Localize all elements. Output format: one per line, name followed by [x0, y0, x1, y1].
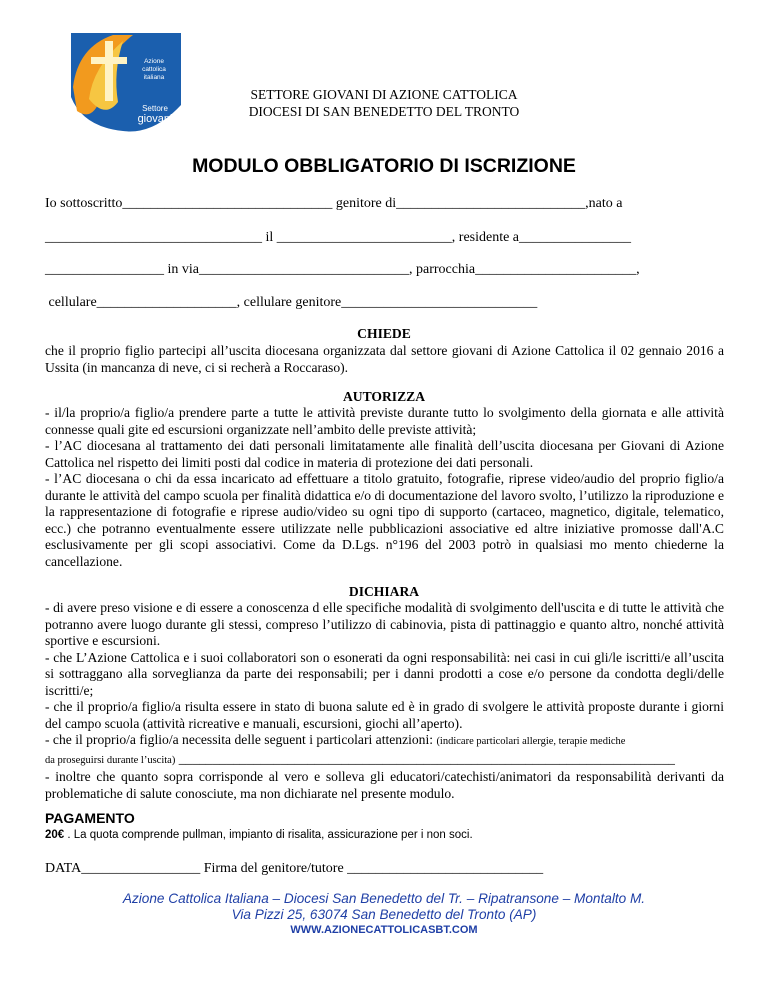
pagamento-amount: 20€ — [45, 829, 65, 841]
dichiara-attention — [45, 732, 724, 751]
footer-website[interactable]: WWW.AZIONECATTOLICASBT.COM — [290, 924, 478, 936]
attention-note-1: (indicare particolari allergie, terapie mediche — [436, 736, 626, 747]
attention-blank[interactable]: _________________________________________________________________________ — [175, 750, 675, 766]
pagamento-heading: PAGAMENTO — [45, 810, 135, 826]
logo-text-settore: Settore — [142, 104, 168, 113]
logo-cross-vertical — [105, 41, 113, 101]
pagamento-text — [45, 829, 473, 841]
form-row-address[interactable]: _________________ in via______________________________, parrocchia_______________________, — [45, 262, 640, 277]
logo-text-giovani: giovani — [137, 113, 173, 125]
autorizza-heading: AUTORIZZA — [342, 389, 426, 404]
form-row-birth[interactable]: _______________________________ il _________________________, residente a________________ — [45, 230, 632, 245]
dichiara-item: - che il proprio/a figlio/a risulta essere in stato di buona salute ed è in grado di svolgere le attività proposte durante i giorni del campo scuola (attività ricreative e manuali, escursioni, giochi all’aperto). — [45, 699, 724, 731]
autorizza-item: - l’AC diocesana o chi da essa incaricato ad effettuare a titolo gratuito, fotografie, riprese video/audio del proprio figlio/a durante le attività del campo scuola per finalità didattica e/o di documentazione del lavoro svolto, l’utilizzo la riproduzione e la rappresentazione di fotografie e riprese audio/video su ogni tipo di supporto (cartaceo, magnetico, digitale, telematico, ecc.) che potranno eventualmente essere utilizzate nelle pubblicazioni associative ed altre iniziative promosse dall'A.C esclusivamente per gli scopi associativi. Come da D.Lgs. n°196 del 2003 potrò in qualsiasi mo mento chiederne la cancellazione. — [45, 471, 724, 569]
header-line-1: SETTORE GIOVANI DI AZIONE CATTOLICA — [250, 87, 518, 102]
dichiara-list — [45, 600, 724, 802]
logo-text-azione: Azione — [144, 58, 164, 65]
form-row-name[interactable]: Io sottoscritto______________________________ genitore di___________________________,nato a — [45, 196, 623, 211]
autorizza-item: - il/la proprio/a figlio/a prendere parte a tutte le attività previste durante tutto lo svolgimento della giornata e alle attività connesse quali gite ed escursioni organizzate nell’ambito delle previste attività; — [45, 405, 724, 437]
autorizza-list — [45, 405, 724, 570]
attention-lead: - che il proprio/a figlio/a necessita delle seguent i particolari attenzioni: — [45, 732, 437, 747]
footer-line-1: Azione Cattolica Italiana – Diocesi San Benedetto del Tr. – Ripatransone – Montalto M. — [122, 891, 646, 906]
page-title: MODULO OBBLIGATORIO DI ISCRIZIONE — [192, 155, 576, 177]
attention-note-2: da proseguirsi durante l’uscita) — [45, 754, 176, 766]
logo-cross-horizontal — [91, 57, 127, 64]
pagamento-description: . La quota comprende pullman, impianto di risalita, assicurazione per i non soci. — [64, 829, 473, 841]
dichiara-attention-line[interactable] — [45, 751, 724, 770]
signature-line[interactable]: DATA_________________ Firma del genitore/tutore ____________________________ — [45, 861, 544, 876]
logo-text-italiana: italiana — [143, 74, 165, 81]
chiede-text: che il proprio figlio partecipi all’uscita diocesana organizzata dal settore giovani di Azione Cattolica il 02 gennaio 2016 a Ussita (in mancanza di neve, ci si recherà a Roccaraso). — [45, 343, 724, 375]
dichiara-heading: DICHIARA — [348, 584, 420, 599]
dichiara-item-last: - inoltre che quanto sopra corrisponde al vero e solleva gli educatori/catechisti/animatori da responsabilità derivanti da problematiche di salute conosciute, ma non dichiarate nel presente modulo. — [45, 769, 724, 801]
dichiara-item: - di avere preso visione e di essere a conoscenza d elle specifiche modalità di svolgimento dell'uscita e di tutte le attività che potranno avere luogo durante gli stessi, compreso l’utilizzo di cabinovia, pista di pattinaggio e quanto altro, nonché attività sportive e escursioni. — [45, 600, 724, 648]
dichiara-item: - che L’Azione Cattolica e i suoi collaboratori son o esonerati da ogni responsabilità: nei casi in cui gli/le iscritti/e all’uscita si sottraggano alla sorveglianza da parte dei responsabili; per i danni prodotti a cose e/o persone da condotta degli/delle iscritti/e; — [45, 649, 724, 698]
logo-text-cattolica: cattolica — [142, 66, 166, 73]
header-line-2: DIOCESI DI SAN BENEDETTO DEL TRONTO — [248, 104, 520, 119]
footer-line-2: Via Pizzi 25, 63074 San Benedetto del Tronto (AP) — [231, 907, 537, 922]
form-row-phone[interactable]: cellulare____________________, cellulare genitore____________________________ — [45, 295, 538, 310]
azione-cattolica-logo — [63, 27, 183, 137]
autorizza-item: - l’AC diocesana al trattamento dei dati personali limitatamente alle finalità dell’uscita diocesana per Giovani di Azione Cattolica nel rispetto dei limiti posti dal codice in materia di protezione dei dati personali. — [45, 438, 724, 470]
chiede-heading: CHIEDE — [357, 326, 411, 341]
